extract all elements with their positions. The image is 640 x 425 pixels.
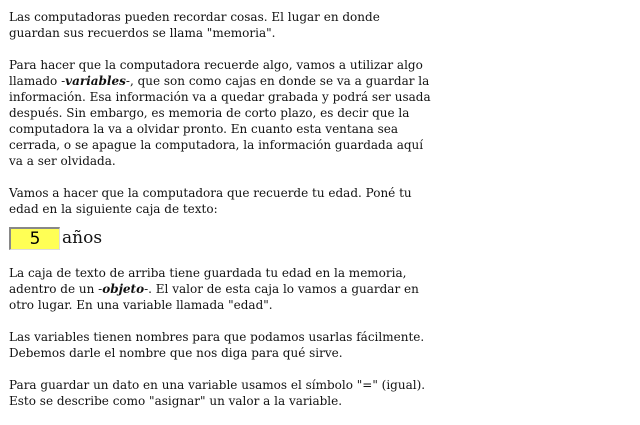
age-input-row — [9, 225, 434, 251]
object-paragraph — [9, 265, 434, 313]
instruction-paragraph: Vamos a hacer que la computadora que recuerde tu edad. Poné tu edad en la siguiente caja de texto: — [9, 186, 412, 216]
term-variables: variables — [65, 74, 126, 88]
age-input[interactable] — [9, 227, 60, 250]
lesson-content — [9, 9, 434, 425]
object-paragraph-text-after: -. El valor de esta caja lo vamos a guardar en otro lugar. En una variable llamada "edad". — [9, 282, 419, 312]
variables-paragraph-text-before: Para hacer que la computadora recuerde algo, vamos a utilizar algo llamado - — [9, 58, 423, 88]
intro-paragraph: Las computadoras pueden recordar cosas. El lugar en donde guardan sus recuerdos se llama "memoria". — [9, 10, 380, 40]
variables-paragraph — [9, 57, 434, 169]
object-paragraph-text-before: La caja de texto de arriba tiene guardada tu edad en la memoria, adentro de un - — [9, 266, 407, 296]
naming-paragraph: Las variables tienen nombres para que podamos usarlas fácilmente. Debemos darle el nombre que nos diga para qué sirve. — [9, 330, 425, 360]
age-unit-label: años — [62, 228, 103, 248]
term-objeto: objeto — [102, 282, 145, 296]
assignment-paragraph: Para guardar un dato en una variable usamos el símbolo "=" (igual). Esto se describe como "asignar" un valor a la variable. — [9, 378, 426, 408]
variables-paragraph-text-after: -, que son como cajas en donde se va a guardar la información. Esa información va a quedar grabada y podrá ser usada después. Sin embargo, es memoria de corto plazo, es decir que la computadora la va a olvidar pronto. En cuanto esta ventana sea cerrada, o se apague la computadora, la información guardada aquí va a ser olvidada. — [9, 74, 431, 168]
